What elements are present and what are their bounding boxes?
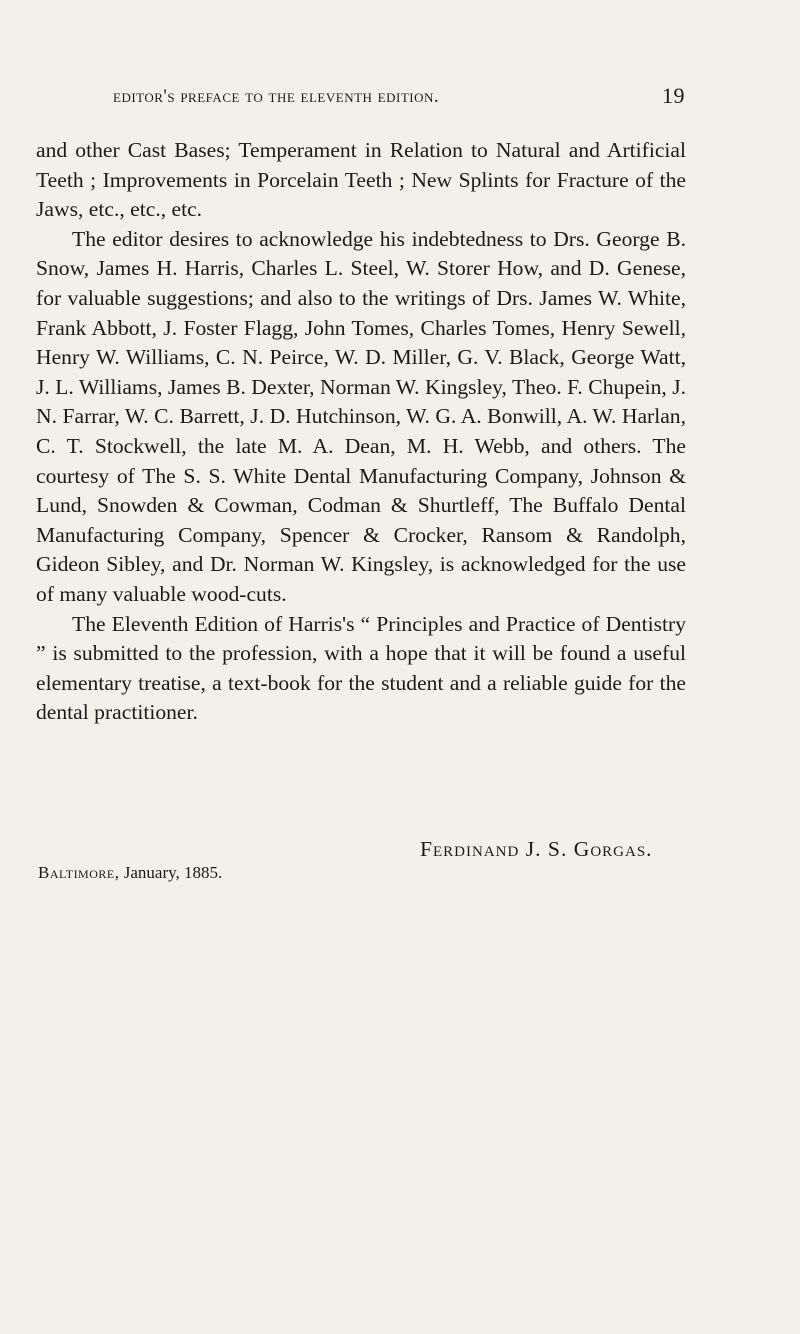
paragraph-acknowledgements: The editor desires to acknowledge his indebtedness to Drs. George B. Snow, James H. Harris, Charles L. Steel, W. Storer How, and D. Genese, for valuable suggestions; and also to the writings of Drs. James W. White, Frank Abbott, J. Foster Flagg, John Tomes, Charles Tomes, Henry Sewell, Henry W. Williams, C. N. Peirce, W. D. Miller, G. V. Black, George Watt, J. L. Williams, James B. Dexter, Norman W. Kingsley, Theo. F. Chupein, J. N. Farrar, W. C. Barrett, J. D. Hutchinson, W. G. A. Bonwill, A. W. Harlan, C. T. Stockwell, the late M. A. Dean, M. H. Webb, and others. The courtesy of The S. S. White Dental Manufacturing Company, Johnson & Lund, Snowden & Cowman, Codman & Shurtleff, The Buffalo Dental Manufacturing Company, Spencer & Crocker, Ransom & Randolph, Gideon Sibley, and Dr. Norman W. Kingsley, is acknowledged for the use of many valuable wood-cuts. [36,226,686,606]
paragraph-continued: and other Cast Bases; Temperament in Relation to Natural and Artificial Teeth ; Improvements in Porcelain Teeth ; New Splints for Fracture of the Jaws, etc., etc., etc. [36,138,686,222]
paragraph-eleventh-edition: The Eleventh Edition of Harris's “ Principles and Practice of Dentistry ” is submitted to the profession, with a hope that it will be found a useful elementary treatise, a text-book for the student and a reliable guide for the dental practitioner. [36,611,686,725]
dateline [38,863,222,883]
preface-body [36,136,686,728]
editor-signature: Ferdinand J. S. Gorgas. [420,837,653,861]
running-head [113,83,685,110]
dateline-place: Baltimore, [38,863,120,882]
page-number: 19 [662,83,685,108]
running-head-title: editor's preface to the eleventh edition. [113,86,440,107]
dateline-date: January, 1885. [123,863,223,882]
